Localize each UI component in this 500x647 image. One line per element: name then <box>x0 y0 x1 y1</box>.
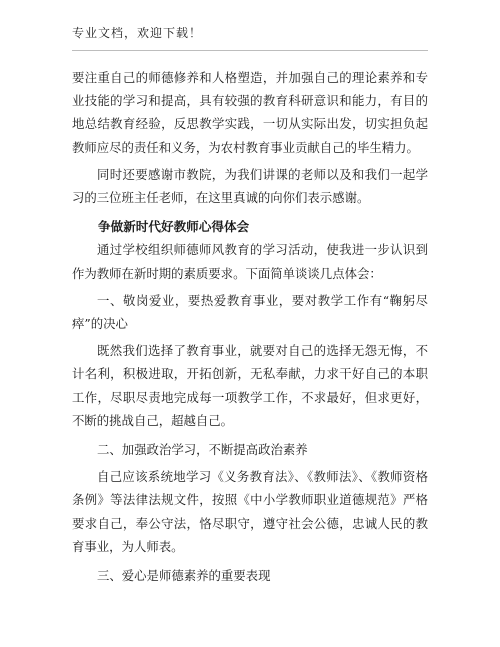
article-title: 争做新时代好教师心得体会 <box>98 219 250 235</box>
document-body <box>72 66 428 587</box>
paragraph-career-choice: 既然我们选择了教育事业，就要对自己的选择无怨无悔，不计名利，积极进取，开拓创新，无私奉献，力求干好自己的本职工作，尽职尽责地完成每一项教学工作，不求最好，但求更好，不断的挑战自己，超越自己。 <box>72 343 428 428</box>
paragraph-intro: 通过学校组织师德师风教育的学习活动，使我进一步认识到作为教师在新时期的素质要求。下面简单谈谈几点体会： <box>72 242 428 281</box>
paragraph-law-study: 自己应该系统地学习《义务教育法》、《教师法》、《教师资格条例》等法律法规文件，按照《中小学教师职业道德规范》严格要求自己，奉公守法，恪尽职守，遵守社会公德，忠诚人民的教育事业，为人师表。 <box>72 469 428 554</box>
point-heading-2: 二、加强政治学习，不断提高政治素养 <box>97 442 308 458</box>
page-header: 专业文档，欢迎下载！ <box>72 26 203 40</box>
point-heading-1: 一、敬岗爱业，要热爱教育事业，要对教学工作有“鞠躬尽瘁”的决心 <box>72 292 428 332</box>
point-heading-3: 三、爱心是师德素养的重要表现 <box>97 568 271 584</box>
header-divider <box>72 50 428 51</box>
paragraph-closing-duties: 要注重自己的师德修养和人格塑造，并加强自己的理论素养和专业技能的学习和提高，具有较强的教育科研意识和能力，有目的地总结教育经验，反思教学实践，一切从实际出发，切实担负起教师应尽的责任和义务，为农村教育事业贡献自己的毕生精力。 <box>72 70 428 155</box>
paragraph-thanks: 同时还要感谢市教院，为我们讲课的老师以及和我们一起学习的三位班主任老师，在这里真诚的向你们表示感谢。 <box>72 166 428 206</box>
